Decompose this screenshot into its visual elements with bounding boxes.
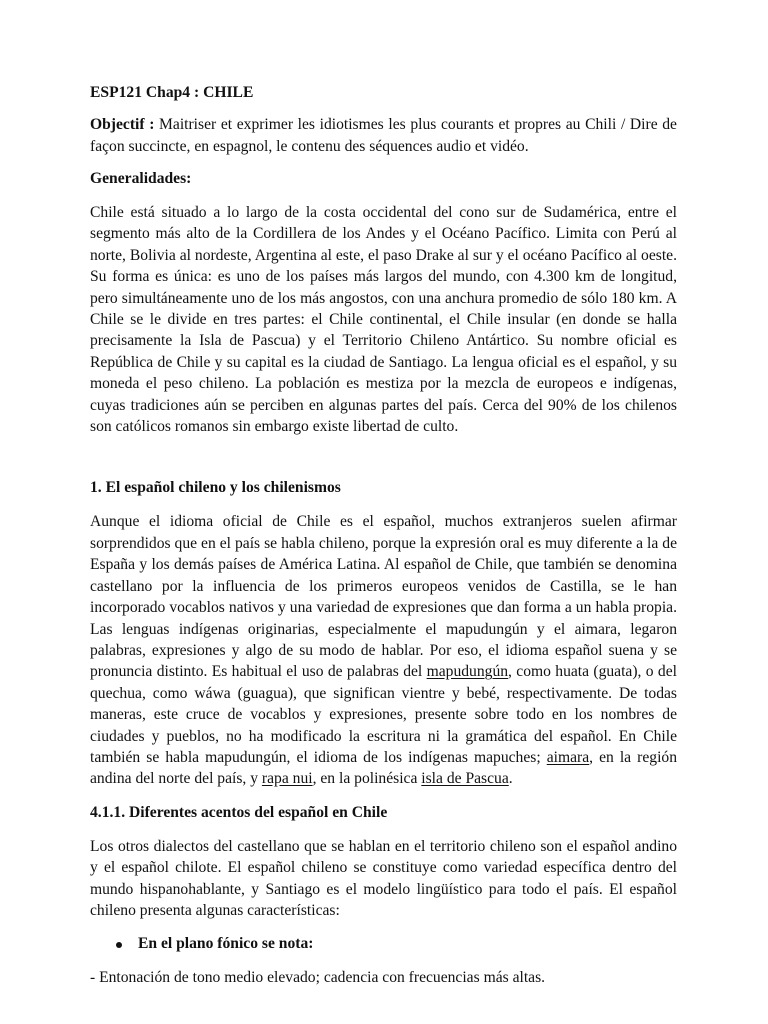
dash-list-item: - Entonación de tono medio elevado; cadencia con frecuencias más altas. bbox=[90, 969, 546, 987]
bullet-item-text: En el plano fónico se nota: bbox=[138, 935, 314, 953]
subsection-heading: 4.1.1. Diferentes acentos del español en Chile bbox=[90, 803, 388, 821]
isla-de-pascua-link[interactable]: isla de Pascua bbox=[421, 770, 509, 788]
section1-text-part5: . bbox=[508, 770, 513, 788]
mapudungun-link[interactable]: mapudungún bbox=[426, 663, 509, 681]
objective-label: Objectif : bbox=[90, 116, 155, 133]
section1-text-part1: Aunque el idioma oficial de Chile es el español, muchos extranjeros suelen afirmar sorprendidos que en el país se habla chileno, porque la expresión oral es muy diferente a la de España y los demás países de América Latina. Al español de Chile, que también se denomina castellano por la influencia de los primeros europeos venidos de Castilla, se le han incorporado vocablos nativos y una variedad de expresiones que dan forma a un habla propia. Las lenguas indígenas originarias, especialmente el mapudungún y el aimara, legaron palabras, expresiones y algo de su modo de hablar. Por eso, el idioma español suena y se pronuncia distinto. Es habitual el uso de palabras del bbox=[90, 513, 677, 681]
objective-text: Maitriser et exprimer les idiotismes les plus courants et propres au Chili / Dire de façon succincte, en espagnol, le contenu des séquences audio et vidéo. bbox=[90, 116, 677, 155]
aimara-link[interactable]: aimara bbox=[546, 748, 590, 766]
objective-paragraph bbox=[90, 114, 677, 158]
document-page bbox=[90, 82, 677, 989]
section1-text-part2: , como huata (guata), o del quechua, como wáwa (guagua), que significan vientre y bebé, respectivamente. De todas maneras, este cruce de vocablos y expresiones, presente sobre todo en los nombres de ciudades y pueblos, no ha modificado la escritura ni la gramática del español. En Chile también se habla mapudungún, el idioma de los indígenas mapuches; bbox=[90, 663, 677, 766]
section1-text-part4: , en la polinésica bbox=[312, 770, 422, 788]
generalidades-heading: Generalidades: bbox=[90, 170, 192, 187]
section1-heading: 1. El español chileno y los chilenismos bbox=[90, 479, 341, 497]
bullet-item bbox=[90, 933, 677, 955]
document-title: ESP121 Chap4 : CHILE bbox=[90, 84, 254, 101]
section1-paragraph bbox=[90, 511, 677, 789]
generalidades-paragraph: Chile está situado a lo largo de la costa occidental del cono sur de Sudamérica, entre el segmento más alto de la Cordillera de los Andes y el Océano Pacífico. Limita con Perú al norte, Bolivia al nordeste, Argentina al este, el paso Drake al sur y el océano Pacífico al oeste. Su forma es única: es uno de los países más largos del mundo, con 4.300 km de longitud, pero simultáneamente uno de los más angostos, con una anchura promedio de sólo 180 km. A Chile se le divide en tres partes: el Chile continental, el Chile insular (en donde se halla precisamente la Isla de Pascua) y el Territorio Chileno Antártico. Su nombre oficial es República de Chile y su capital es la ciudad de Santiago. La lengua oficial es el español, y su moneda el peso chileno. La población es mestiza por la mezcla de europeos e indígenas, cuyas tradiciones aún se perciben en algunas partes del país. Cerca del 90% de los chilenos son católicos romanos sin embargo existe libertad de culto. bbox=[90, 204, 677, 436]
section-spacer bbox=[90, 437, 677, 477]
section1-text-part3: , en la región andina del norte del país, y bbox=[90, 748, 677, 788]
rapa-nui-link[interactable]: rapa nui bbox=[261, 770, 313, 788]
subsection-paragraph: Los otros dialectos del castellano que se hablan en el territorio chileno son el español andino y el español chilote. El español chileno se constituye como variedad específica dentro del mundo hispanohablante, y Santiago es el modelo lingüístico para todo el país. El español chileno presenta algunas características: bbox=[90, 837, 677, 919]
